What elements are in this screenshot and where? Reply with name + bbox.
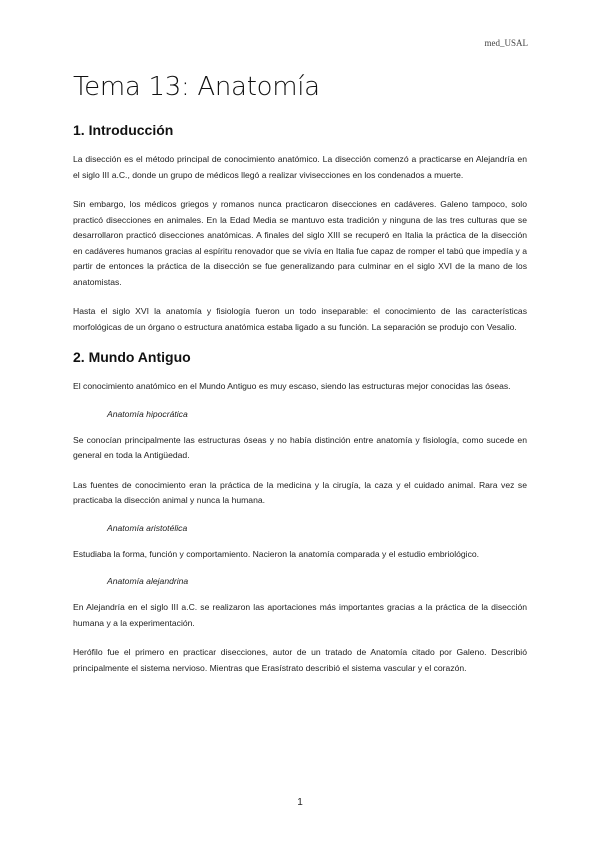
paragraph: Estudiaba la forma, función y comportamiento. Nacieron la anatomía comparada y el estudio embriológico. xyxy=(73,548,480,559)
page-title: Tema 13: Anatomía xyxy=(73,72,320,102)
paragraph: La disección es el método principal de conocimiento anatómico. La disección comenzó a practicarse en Alejandría en el siglo III a.C., donde un grupo de médicos llegó a realizar vivisecciones en los condenados a muerte. xyxy=(73,154,527,180)
document-header-label: med_USAL xyxy=(484,38,528,48)
page-content xyxy=(73,64,527,690)
subsection-title-aristotelica: Anatomía aristotélica xyxy=(107,522,188,533)
subsection-title-alejandrina: Anatomía alejandrina xyxy=(107,576,189,586)
paragraph: En Alejandría en el siglo III a.C. se realizaron las aportaciones más importantes gracias a la práctica de la disección humana y a la experimentación. xyxy=(73,602,527,628)
paragraph: El conocimiento anatómico en el Mundo Antiguo es muy escaso, siendo las estructuras mejor conocidas las óseas. xyxy=(73,381,511,391)
paragraph: Sin embargo, los médicos griegos y romanos nunca practicaron disecciones en cadáveres. Galeno tampoco, solo practicó disecciones en animales. En la Edad Media se mantuvo esta tradición y ninguna de las tres culturas que se desarrollaron practicó disecciones anatómicas. A finales del siglo XIII se recuperó en Italia la práctica de la disección en cadáveres humanos gracias al espíritu renovador que se vivía en Italia fue capaz de romper el tabú que impedía y a partir de entonces la práctica de la disección se fue generalizando para culminar en el siglo XVI de la mano de los anatomistas. xyxy=(73,199,527,287)
paragraph: Herófilo fue el primero en practicar disecciones, autor de un tratado de Anatomía citado por Galeno. Describió principalmente el sistema nervioso. Mientras que Erasístrato describió el sistema vascular y el corazón. xyxy=(73,647,527,673)
paragraph: Se conocían principalmente las estructuras óseas y no había distinción entre anatomía y fisiología, como sucede en general en toda la Antigüedad. xyxy=(73,434,527,460)
section-heading-introduccion: 1. Introducción xyxy=(73,122,174,138)
paragraph: Hasta el siglo XVI la anatomía y fisiología fueron un todo inseparable: el conocimiento de las características morfológicas de un órgano o estructura anatómica estaba ligado a su función. La separación se produjo con Vesalio. xyxy=(73,306,527,332)
paragraph: Las fuentes de conocimiento eran la práctica de la medicina y la cirugía, la caza y el cuidado animal. Rara vez se practicaba la disección animal y nunca la humana. xyxy=(73,479,527,505)
page-number: 1 xyxy=(297,797,303,808)
section-heading-mundo-antiguo: 2. Mundo Antiguo xyxy=(73,349,191,365)
subsection-title-hipocratica: Anatomía hipocrática xyxy=(107,408,188,419)
